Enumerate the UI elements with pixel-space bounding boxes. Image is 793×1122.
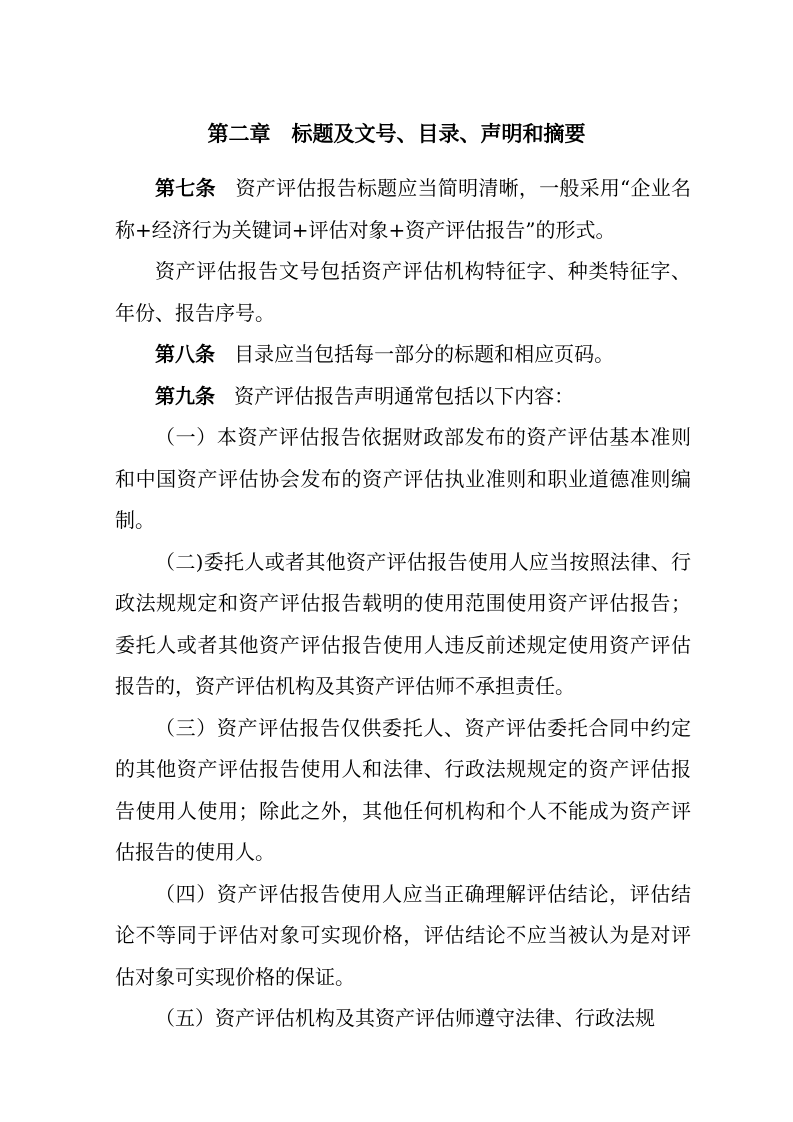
article-number: 第八条 [155,342,215,366]
paragraph [115,251,691,334]
paragraph-text: （四）资产评估报告使用人应当正确理解评估结论，评估结论不等同于评估对象可实现价格，评估结论不应当被认为是对评估对象可实现价格的保证。 [115,881,691,989]
paragraph-text: （一）本资产评估报告依据财政部发布的资产评估基本准则和中国资产评估协会发布的资产评估执业准则和职业道德准则编制。 [115,425,691,532]
list-item [115,874,691,999]
paragraph-article-8 [115,334,691,376]
document-body [115,168,691,1040]
paragraph-article-9 [115,376,691,418]
list-item [115,998,691,1040]
chapter-title: 第二章 标题及文号、目录、声明和摘要 [207,122,586,146]
paragraph-text: （三）资产评估报告仅供委托人、资产评估委托合同中约定的其他资产评估报告使用人和法律、行政法规规定的资产评估报告使用人使用；除此之外，其他任何机构和个人不能成为资产评估报告的使用人。 [115,715,691,864]
paragraph-article-7 [115,168,691,251]
paragraph-text: 资产评估报告标题应当简明清晰，一般采用“企业名称+经济行为关键词+评估对象+资产评估报告”的形式。 [115,176,691,242]
paragraph-text: 资产评估报告声明通常包括以下内容： [234,383,575,408]
paragraph-text: （二)委托人或者其他资产评估报告使用人应当按照法律、行政法规规定和资产评估报告载明的使用范围使用资产评估报告；委托人或者其他资产评估报告使用人违反前述规定使用资产评估报告的，资产评估机构及其资产评估师不承担责任。 [115,549,691,698]
list-item [115,542,691,708]
list-item [115,708,691,874]
paragraph-text: 资产评估报告文号包括资产评估机构特征字、种类特征字、年份、报告序号。 [115,259,691,325]
paragraph-text: （五）资产评估机构及其资产评估师遵守法律、行政法规 [155,1006,655,1030]
list-item [115,417,691,542]
paragraph-text: 目录应当包括每一部分的标题和相应页码。 [234,342,615,366]
article-number: 第九条 [155,383,215,408]
article-number: 第七条 [155,176,216,200]
